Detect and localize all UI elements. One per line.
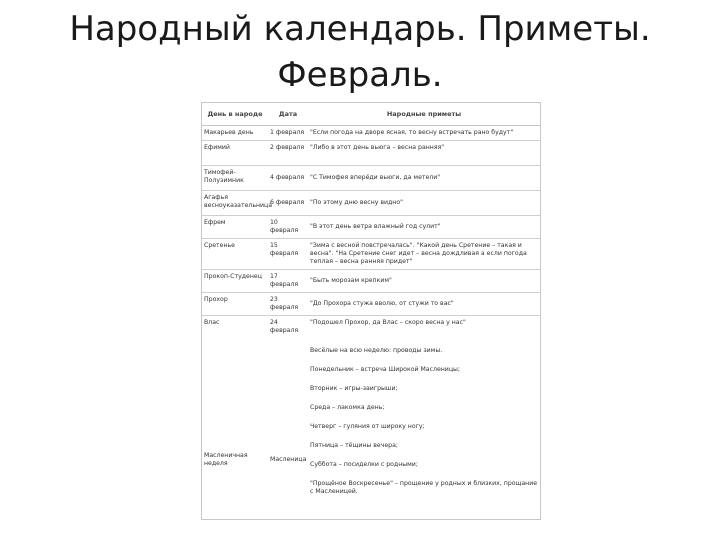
date-cell: 10 февраля (268, 216, 308, 239)
maslenitsa-line: Среда – лакомка день; (310, 404, 385, 411)
header-day: День в народе (202, 103, 268, 126)
sign-cell: "До Прохора стужа вволю, от стужи то вас" (308, 293, 540, 316)
date-cell: 2 февраля (268, 141, 308, 166)
sign-cell: "По этому дню весну видно" (308, 191, 540, 216)
maslenitsa-line: Весёлые на всю неделю: проводы зимы. (310, 347, 443, 354)
table-row (202, 191, 540, 216)
day-cell: Агафья весноуказательница (202, 191, 268, 216)
table-row-maslenitsa (202, 338, 540, 504)
table-row (202, 216, 540, 239)
table-row (202, 293, 540, 316)
date-cell: 4 февраля (268, 166, 308, 191)
day-cell: Масленичная неделя (204, 451, 248, 467)
maslenitsa-line: Пятница – тёщины вечера; (310, 442, 398, 449)
slide-title (0, 6, 720, 98)
table-row (202, 239, 540, 270)
sign-cell: "Либо в этот день вьюга – весна ранняя" (308, 141, 540, 166)
maslenitsa-line: Суббота – посиделки с родными; (310, 461, 418, 468)
day-cell: Прохор (202, 293, 268, 316)
day-cell: Ефимий (202, 141, 268, 166)
date-cell: 15 февраля (268, 239, 308, 270)
date-cell: Масленица (270, 455, 307, 463)
table-row (202, 270, 540, 293)
slide-title-line1: Народный календарь. Приметы. (69, 9, 651, 49)
day-cell: Макарьев день (202, 126, 268, 141)
table-row (202, 126, 540, 141)
sign-cell: "Если погода на дворе ясная, то весну встречать рано будут" (308, 126, 540, 141)
day-cell: Прокоп-Студенец (202, 270, 268, 293)
date-cell: 6 февраля (268, 191, 308, 216)
maslenitsa-line: "Прощёное Воскресенье" – прощение у родных и близких, прощание с Масленицей. (310, 480, 538, 495)
sign-cell: "В этот день ветра влажный год сулит" (308, 216, 540, 239)
slide-title-line2: Февраль. (277, 55, 443, 95)
header-date: Дата (268, 103, 308, 126)
table-header-row (202, 103, 540, 126)
sign-cell: "Быть морозам крепким" (308, 270, 540, 293)
calendar-table-image (201, 102, 541, 520)
date-cell: 24 февраля (268, 316, 308, 339)
day-cell: Тимофей-Полузимник (202, 166, 268, 191)
day-cell: Сретенье (202, 239, 268, 270)
maslenitsa-line: Вторник – игры-заигрыши; (310, 385, 398, 392)
date-cell: 1 февраля (268, 126, 308, 141)
table-row (202, 316, 540, 339)
maslenitsa-line: Четверг – гуляния от широку ногу; (310, 423, 425, 430)
day-cell: Влас (202, 316, 268, 339)
sign-cell: "С Тимофея вперёди вьюги, да метели" (308, 166, 540, 191)
date-cell: 17 февраля (268, 270, 308, 293)
sign-cell: "Подошел Прохор, да Влас – скоро весна у нас" (308, 316, 540, 339)
table-row (202, 166, 540, 191)
header-signs: Народные приметы (308, 103, 540, 126)
calendar-table (202, 103, 540, 504)
table-row (202, 141, 540, 166)
sign-cell: "Зима с весной повстречалась". "Какой день Сретение – такая и весна". "На Сретение снег идет – весна дождливая а если погода теплая – весна ранняя придет" (308, 239, 540, 270)
date-cell: 23 февраля (268, 293, 308, 316)
maslenitsa-cell (308, 338, 540, 504)
day-cell: Ефрем (202, 216, 268, 239)
maslenitsa-line: Понедельник – встреча Широкой Масленицы; (310, 366, 461, 373)
